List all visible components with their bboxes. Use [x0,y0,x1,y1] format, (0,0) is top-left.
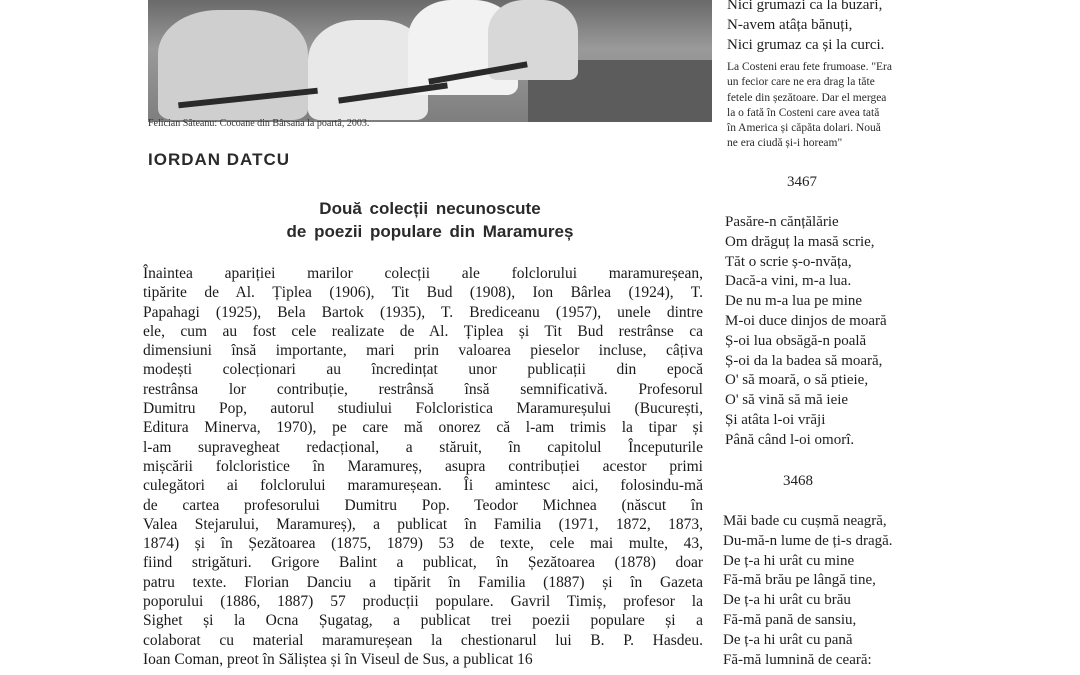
verse-line: Fă-mă pană de sansiu, [723,611,857,628]
body-line: Înaintea apariției marilor colecții ale folclorului maramureșean, [143,265,703,282]
body-line: Dumitru Pop, autorul studiului Folcloristica Maramureșului (București, [143,400,703,418]
verse-line: Nici grumaz ca și la curci. [727,36,885,53]
verse-line: Om drăguț la masă scrie, [725,233,875,250]
body-line: mișcării folcloristice în Maramureș, asupra contribuției acestor primi [143,457,703,475]
verse-line: Ș-oi da la badea să moară, [725,352,883,369]
body-line: colaborat cu material maramureșean la chestionarul lui B. P. Hasdeu. [143,631,703,649]
verse-line: De nu m-a lua pe mine [725,293,863,310]
verse-line: De ț-a hi urât cu mine [723,552,855,569]
verse-line: Până când l-oi omorî. [725,431,855,448]
verse-line: Ș-oi lua obsăgă-n poală [725,332,867,349]
verse-line: Dacă-a vini, m-a lua. [725,273,852,290]
body-line: Papahagi (1925), Bela Bartok (1935), T. Brediceanu (1957), unele dintre [143,303,703,321]
verse-line: N-avem atâța bănuți, [727,16,853,33]
article-body [143,264,703,669]
verse-line: Fă-mă brău pe lângă tine, [723,572,876,589]
body-line: modești colecționari au încredințat unor publicații din epocă [143,361,703,379]
body-line: patru texte. Florian Danciu a tipărit în Familia (1887) și în Gazeta [143,573,703,591]
article-author: IORDAN DATCU [148,150,291,169]
body-line: l-am supravegheat redacțional, a stăruit, în capitolul Începuturile [143,438,703,456]
verse-line: Tăt o scrie ș-o-nvăța, [725,253,852,270]
body-line: Editura Minerva, 1970), pe care mă onorez că l-am trimis la tipar și [143,419,703,437]
verse-line: Măi bade cu cușmă neagră, [723,513,887,529]
body-line: Valea Stejarului, Maramureș), a publicat în Familia (1971, 1872, 1873, [143,515,703,533]
verse-line: Nici grumazi ca la buzari, [727,0,883,13]
article-title-line-2: de poezii populare din Maramureș [286,222,574,241]
body-line: ele, cum au fost cele realizate de Al. Țiplea și Tit Bud restrânse ca [143,322,703,340]
verse-line: De ț-a hi urât cu brău [723,592,851,609]
body-line: restrânsa lor contribuție, restrânsă însă semnificativă. Profesorul [143,380,703,398]
verse-line: M-oi duce dinjos de moară [725,312,887,329]
verse-line: O' să vină să mă ieie [725,392,849,409]
note-line: un fecior care ne era drag la tăte [727,76,875,89]
poem-3467 [725,213,887,451]
verse-line: Pasăre-n cănțălărie [725,214,839,230]
verse-top [727,0,884,55]
note-line: în America și căpăta dolari. Nouă [727,122,881,135]
note-line: ne era ciudă și-i hoream" [727,137,843,150]
body-line: tipărite de Al. Țiplea (1906), Tit Bud (1908), Ion Bârlea (1924), T. [143,284,703,302]
note-line: la o fată în Costeni care avea tată [727,106,880,119]
body-line: 1874) și în Șezătoarea (1875, 1879) 53 de texte, cele mai multe, 43, [143,535,703,553]
poem-number-3467: 3467 [787,174,817,190]
verse-line: Fă-mă lumnină de ceară: [723,651,872,668]
photograph [148,0,712,122]
verse-line: Și atâta l-oi vrăji [725,411,826,428]
body-line: dimensiuni însă importante, mari prin valoarea pieselor incluse, câțiva [143,342,703,360]
verse-line: O' să moară, o să ptieie, [725,372,869,389]
body-line: de cartea profesorului Dumitru Pop. Teodor Michnea (născut în [143,496,703,514]
article-title-line-1: Două colecții necunoscute [319,199,541,218]
poem-number-3468: 3468 [783,473,813,489]
note-line: La Costeni erau fete frumoase. "Era [727,61,892,73]
verse-note [727,60,892,152]
body-line: Ioan Coman, preot în Săliștea și în Viseul de Sus, a publicat 16 [143,650,533,668]
note-line: fetele din șezătoare. Dar el mergea [727,91,887,104]
body-line: fiind strigături. Grigore Balint a publicat, în Șezătoarea (1878) doar [143,554,703,572]
body-line: culegători ai folclorului maramureșean. Îi amintesc aici, folosindu-mă [143,477,703,495]
verse-line: Du-mă-n lume de ți-s dragă. [723,532,893,549]
body-line: poporului (1886, 1887) 57 producții populare. Gavril Timiș, profesor la [143,593,703,611]
verse-line: De ț-a hi urât cu pană [723,631,853,648]
poem-3468 [723,512,893,670]
body-line: Sighet și la Ocna Șugatag, a publicat trei poezii populare și a [143,612,703,630]
photo-caption: Felician Săteanu: Cocoane din Bârsana la poartă, 2003. [148,118,370,129]
